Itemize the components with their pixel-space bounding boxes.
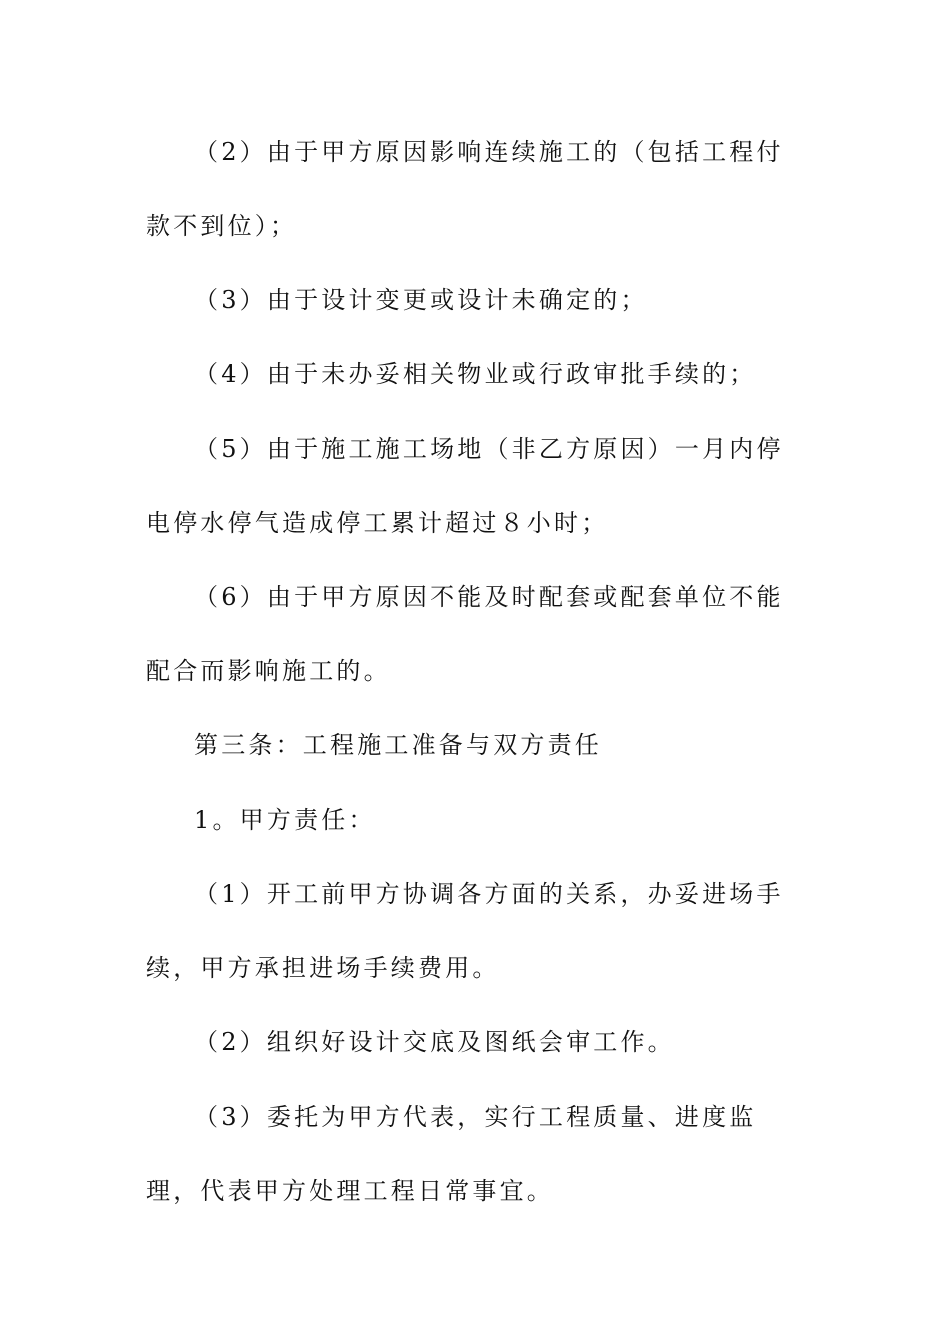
clause-item-3: （3）由于设计变更或设计未确定的； [194,286,648,314]
clause-item-2: （2）由于甲方原因影响连续施工的（包括工程付款不到位）； [146,138,784,240]
clause-item-4: （4）由于未办妥相关物业或行政审批手续的； [194,360,757,388]
article-heading: 第三条：工程施工准备与双方责任 [194,731,602,759]
clause-item-6: （6）由于甲方原因不能及时配套或配套单位不能配合而影响施工的。 [146,583,784,685]
responsibility-item-3: （3）委托为甲方代表，实行工程质量、进度监理，代表甲方处理工程日常事宜。 [146,1103,757,1205]
responsibility-item-1: （1）开工前甲方协调各方面的关系，办妥进场手续，甲方承担进场手续费用。 [146,880,784,982]
section-heading-party-a: 1。甲方责任： [194,806,376,834]
clause-item-5: （5）由于施工施工场地（非乙方原因）一月内停电停水停气造成停工累计超过８小时； [146,435,784,537]
responsibility-item-2: （2）组织好设计交底及图纸会审工作。 [194,1028,675,1056]
